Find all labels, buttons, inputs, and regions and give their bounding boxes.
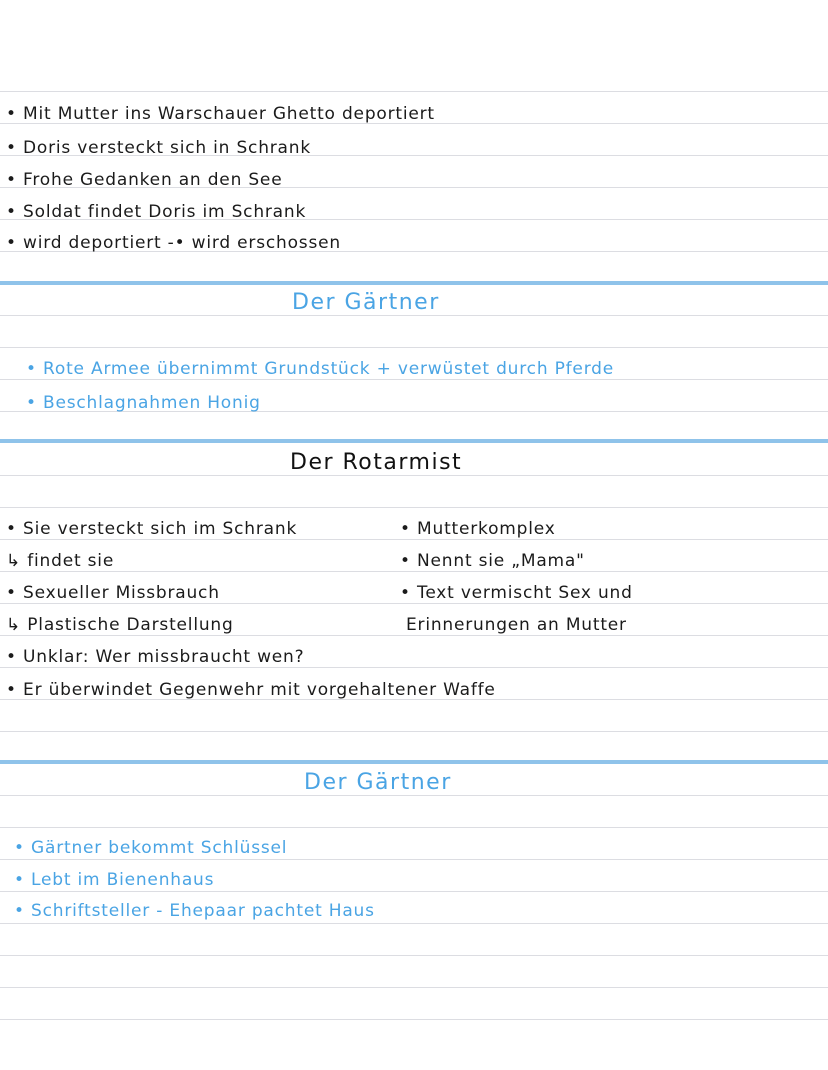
- note-item: Erinnerungen an Mutter: [406, 615, 627, 635]
- note-item: • Mit Mutter ins Warschauer Ghetto deportiert: [6, 104, 435, 124]
- ruled-line: [0, 859, 828, 860]
- ruled-line: [0, 891, 828, 892]
- section-separator: [0, 281, 828, 285]
- ruled-line: [0, 347, 828, 348]
- ruled-line: [0, 923, 828, 924]
- ruled-line: [0, 667, 828, 668]
- note-item: • Text vermischt Sex und: [400, 583, 633, 603]
- note-item: • Gärtner bekommt Schlüssel: [14, 838, 288, 858]
- ruled-line: [0, 571, 828, 572]
- note-item: • Beschlagnahmen Honig: [26, 393, 261, 413]
- note-item: • Schriftsteller - Ehepaar pachtet Haus: [14, 901, 375, 921]
- note-item: • Rote Armee übernimmt Grundstück + verwüstet durch Pferde: [26, 359, 615, 379]
- section-separator: [0, 439, 828, 443]
- note-item: • Nennt sie „Mama": [400, 551, 585, 571]
- ruled-line: [0, 955, 828, 956]
- ruled-line: [0, 827, 828, 828]
- section-heading: Der Gärtner: [292, 290, 440, 315]
- note-item: • Frohe Gedanken an den See: [6, 170, 283, 190]
- section-separator: [0, 760, 828, 764]
- note-item: ↳ findet sie: [6, 551, 115, 571]
- note-item: • wird deportiert -• wird erschossen: [6, 233, 341, 253]
- note-item: • Lebt im Bienenhaus: [14, 870, 215, 890]
- note-item: • Mutterkomplex: [400, 519, 556, 539]
- ruled-line: [0, 379, 828, 380]
- ruled-line: [0, 987, 828, 988]
- note-item: • Unklar: Wer missbraucht wen?: [6, 647, 305, 667]
- note-item: ↳ Plastische Darstellung: [6, 615, 234, 635]
- ruled-line: [0, 635, 828, 636]
- ruled-line: [0, 539, 828, 540]
- ruled-line: [0, 731, 828, 732]
- note-item: • Soldat findet Doris im Schrank: [6, 202, 307, 222]
- section-heading: Der Rotarmist: [290, 450, 463, 475]
- note-item: • Sexueller Missbrauch: [6, 583, 220, 603]
- note-item: • Doris versteckt sich in Schrank: [6, 138, 311, 158]
- ruled-line: [0, 507, 828, 508]
- ruled-line: [0, 603, 828, 604]
- note-item: • Er überwindet Gegenwehr mit vorgehaltener Waffe: [6, 680, 496, 700]
- ruled-line: [0, 91, 828, 92]
- ruled-line: [0, 1019, 828, 1020]
- note-item: • Sie versteckt sich im Schrank: [6, 519, 298, 539]
- section-heading: Der Gärtner: [304, 770, 452, 795]
